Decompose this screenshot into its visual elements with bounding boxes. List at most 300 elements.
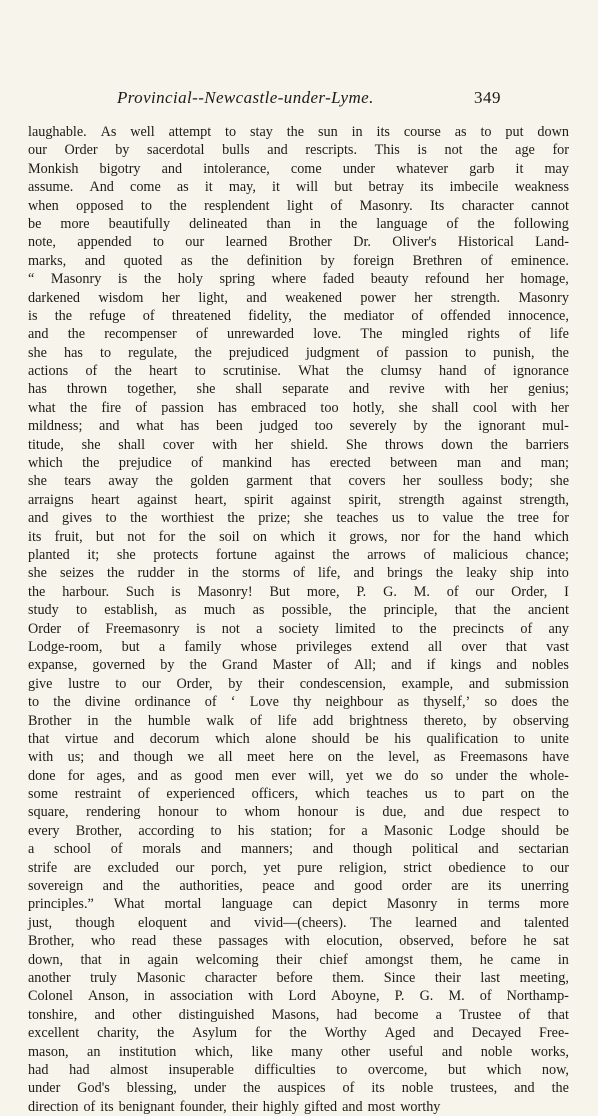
word: peace [262,878,295,895]
word: bigotry [99,160,141,177]
word: she [28,344,47,361]
word: condescension, [299,675,386,692]
word: its [100,1098,114,1115]
word: like [251,1043,273,1060]
word: our [185,234,205,251]
word: in [351,124,363,140]
word: she [81,436,101,453]
word: level, [388,749,420,766]
text-line [28,546,569,564]
word: man; [540,455,569,472]
word: that [80,951,102,968]
word: gifted [304,1098,338,1115]
word: character [461,197,514,214]
word: actions [28,363,69,380]
word: stay [249,124,273,140]
word: and [468,675,490,692]
word: I [564,583,569,600]
word: eminence. [511,252,569,269]
word: for [67,767,85,784]
word: though [75,914,115,931]
word: of [250,712,262,729]
text-line [28,601,569,619]
word: many [291,1043,323,1060]
word: What [298,363,329,380]
word: on [252,528,267,545]
word: the [69,399,88,416]
word: the [480,142,498,159]
word: of [411,307,424,324]
word: power [360,289,396,306]
word: Oliver's [392,234,437,251]
word: prize; [258,510,291,527]
word: much [203,602,236,619]
word: of [480,252,493,269]
word: Masonic [383,822,433,839]
word: arrows [367,546,406,563]
word: with [28,749,54,766]
word: and [480,914,501,931]
word: where [271,271,307,288]
word: officers, [251,786,299,803]
word: depict [332,896,367,913]
word: and [312,841,334,858]
word: more [539,896,569,913]
word: the [490,436,508,453]
word: the [130,510,148,527]
word: as [170,767,183,784]
word: seizes [60,565,94,582]
word: the [189,657,207,674]
word: all [428,638,443,655]
word: and [210,914,231,931]
word: M. [448,988,465,1005]
word: Brother, [75,822,123,839]
word: to [194,363,206,380]
word: qualification [426,730,499,747]
word: Free- [539,1025,569,1042]
word: mediator [343,307,395,324]
word: yet [263,859,281,876]
word: erected [329,455,371,472]
text-line [28,969,569,987]
text-line [28,528,569,546]
text-line [28,822,569,840]
word: Brother, [28,933,75,950]
word: possible, [281,602,332,619]
word: works, [530,1043,569,1060]
word: Masonry! [197,583,253,600]
word: due [462,804,483,821]
word: shield. [290,436,329,453]
word: ‘ [230,694,236,711]
word: body; [500,473,533,490]
word: leaky [466,565,497,582]
word: All; [353,657,377,674]
word: due, [382,804,407,821]
word: school [54,841,92,858]
word: a [158,638,166,655]
word: vast [546,638,569,655]
word: cannot [531,197,569,214]
word: tears [64,473,92,490]
word: in [87,712,99,729]
word: shall [118,436,146,453]
word: may, [228,179,256,196]
word: covers [348,473,386,490]
word: mason, [28,1043,69,1060]
word: governed [92,657,146,674]
word: divine [84,694,121,711]
word: and [246,289,267,306]
word: too [320,399,339,416]
text-line [28,877,569,895]
word: and [424,804,445,821]
word: has [180,418,200,435]
word: strict [403,859,432,876]
word: not [221,620,240,637]
word: of [191,455,203,472]
body-text [28,123,569,1116]
word: of [142,307,155,324]
word: threatened [171,307,231,324]
word: of [446,215,459,232]
word: to [557,804,569,821]
word: spirit, [348,491,382,508]
word: revive [389,381,425,398]
word: by [482,712,497,729]
word: planted [28,546,70,563]
word: is [417,142,427,159]
word: worthy [400,1098,441,1115]
word: amongst [365,951,414,968]
word: the [551,786,569,803]
word: for [552,510,569,527]
word: noble [480,1043,513,1060]
word: man [456,455,482,472]
word: by [413,418,428,435]
word: P. [394,988,405,1005]
word: experienced [166,786,235,803]
word: her [489,381,508,398]
text-line [28,656,569,674]
word: Northamp- [506,988,569,1005]
word: ship [509,565,534,582]
word: whom [244,804,280,821]
word: unerring [520,878,569,895]
word: Freemasonry [105,620,180,637]
word: in [557,951,569,968]
word: and [200,841,222,858]
word: Order [28,620,62,637]
word: neighbour [325,694,384,711]
word: genius; [527,381,569,398]
word: Since [383,969,416,986]
word: the [477,215,495,232]
text-line [28,123,569,141]
text-line [28,491,569,509]
text-line [28,344,569,362]
word: what [28,399,56,416]
word: of [376,344,389,361]
word: their [258,675,285,692]
word: which [215,730,250,747]
running-title: Provincial--Newcastle-under-Lyme. [117,88,374,107]
word: throws [384,436,424,453]
word: eloquent [138,914,187,931]
word: Lord [288,988,316,1005]
word: garment [246,473,293,490]
word: vivid—(cheers). [253,914,347,931]
word: come [290,160,322,177]
word: And [89,179,114,196]
word: had [336,1006,358,1023]
word: chief [319,951,348,968]
word: our [550,859,569,876]
word: the [332,546,350,563]
word: privileges [295,638,352,655]
word: founder, [179,1098,227,1115]
word: the [53,694,71,711]
word: Trustee [459,1006,502,1023]
word: hand [493,528,521,545]
word: Masons, [271,1006,320,1023]
word: prejudiced [228,344,289,361]
word: to [215,804,227,821]
text-line [28,932,569,950]
text-line [28,564,569,582]
word: betray [368,179,404,196]
word: and [441,1043,463,1060]
text-line [28,693,569,711]
word: the [551,1080,569,1097]
word: some [28,786,58,803]
word: have [542,749,569,766]
word: Masonry [518,289,569,306]
word: had [69,1061,90,1078]
word: are [73,859,92,876]
word: too [314,418,333,435]
word: offended [440,307,491,324]
word: society [278,620,319,637]
text-line [28,1098,569,1116]
word: before [276,969,313,986]
word: now, [541,1061,569,1078]
text-line [28,141,569,159]
word: worthiest [160,510,214,527]
word: unite [540,730,569,747]
word: the [114,712,132,729]
word: pure [297,859,323,876]
word: to [465,344,477,361]
word: This [374,142,400,159]
word: yet [345,767,364,784]
word: sacerdotal [146,142,205,159]
word: here [288,749,314,766]
text-line [28,197,569,215]
word: our [28,142,47,159]
word: marks, [28,252,67,269]
word: the [169,197,187,214]
word: strife [28,859,58,876]
word: of [518,1006,531,1023]
text-line [28,767,569,785]
word: establish, [104,602,158,619]
word: Grand [221,657,258,674]
text-line [28,712,569,730]
word: love. [313,326,342,343]
text-line [28,436,569,454]
word: who [90,933,116,950]
word: and [98,749,120,766]
word: delineated [189,215,248,232]
word: so [430,767,444,784]
word: grows, [349,528,388,545]
word: What [113,896,145,913]
word: as [174,602,187,619]
word: which [486,1061,522,1078]
word: the [107,565,125,582]
word: which [534,528,569,545]
word: the [419,620,437,637]
word: highly [262,1098,299,1115]
word: has [28,381,47,398]
word: is [117,271,128,288]
text-line [28,859,569,877]
word: to [152,234,164,251]
word: attempt [168,124,212,140]
word: excluded [107,859,159,876]
word: by [228,675,243,692]
word: mankind [222,455,272,472]
word: between [390,455,438,472]
word: family [184,638,222,655]
word: we [375,767,393,784]
word: appended [77,234,132,251]
word: noble [401,1080,434,1097]
word: mingled [401,326,449,343]
word: Order, [176,675,213,692]
word: to [140,197,152,214]
word: fortune [215,546,257,563]
word: whatever [396,160,449,177]
word: she [398,399,418,416]
word: excellent [28,1025,80,1042]
word: other [341,1043,371,1060]
word: expanse, [28,657,78,674]
word: which [28,455,63,472]
word: on [327,749,343,766]
word: sovereign [28,878,84,895]
word: their [434,969,461,986]
word: She [345,436,368,453]
word: imbecile [449,179,499,196]
word: the [54,307,73,324]
word: Master [272,657,312,674]
word: should [501,822,540,839]
word: Aged [384,1025,416,1042]
word: walk [206,712,235,729]
word: cover [162,436,195,453]
word: under [455,767,488,784]
word: good [353,878,383,895]
word: respect [500,804,541,821]
word: for [158,528,176,545]
word: rudder [137,565,175,582]
text-line [28,362,569,380]
word: the [551,344,569,361]
word: rescripts. [305,142,357,159]
word: its [28,528,42,545]
word: the [28,583,46,600]
word: she [550,473,569,490]
text-line [28,1079,569,1097]
word: in [457,896,469,913]
word: whole- [529,767,569,784]
word: wisdom [98,289,144,306]
word: morals [142,841,181,858]
word: rights [467,326,500,343]
word: limited [335,620,376,637]
word: has [64,344,83,361]
word: well [130,124,155,140]
word: so [484,694,498,711]
word: not [444,142,463,159]
word: the [143,271,162,288]
word: her [254,436,274,453]
word: a [361,822,368,839]
text-line [28,270,569,288]
word: which [280,528,315,545]
word: Aboyne, [331,988,380,1005]
word: and [94,1006,116,1023]
word: over [461,638,487,655]
word: has [291,455,311,472]
word: the [289,1025,307,1042]
word: the [499,767,518,784]
word: homage, [520,271,569,288]
word: observing [512,712,569,729]
word: of [137,786,150,803]
word: meet [246,749,275,766]
word: a [28,841,35,858]
word: sectarian [518,841,569,858]
word: the [444,418,462,435]
word: with [284,933,310,950]
word: useful [388,1043,424,1060]
word: mildness; [28,418,83,435]
word: insuperable [168,1061,234,1078]
word: Colonel [28,988,73,1005]
word: will, [308,767,334,784]
word: but [121,638,140,655]
word: the [156,1025,175,1042]
word: she [28,473,47,490]
word: for [552,142,569,159]
word: arraigns [28,491,74,508]
word: submission [505,675,569,692]
word: mul- [542,418,569,435]
word: benignant [118,1098,175,1115]
word: these [172,933,202,950]
word: titude, [28,436,64,453]
word: a [256,620,263,637]
word: terms [488,896,520,913]
word: scrutinise. [223,363,281,380]
word: on [520,786,535,803]
word: distinguished [178,1006,255,1023]
word: that [28,730,50,747]
